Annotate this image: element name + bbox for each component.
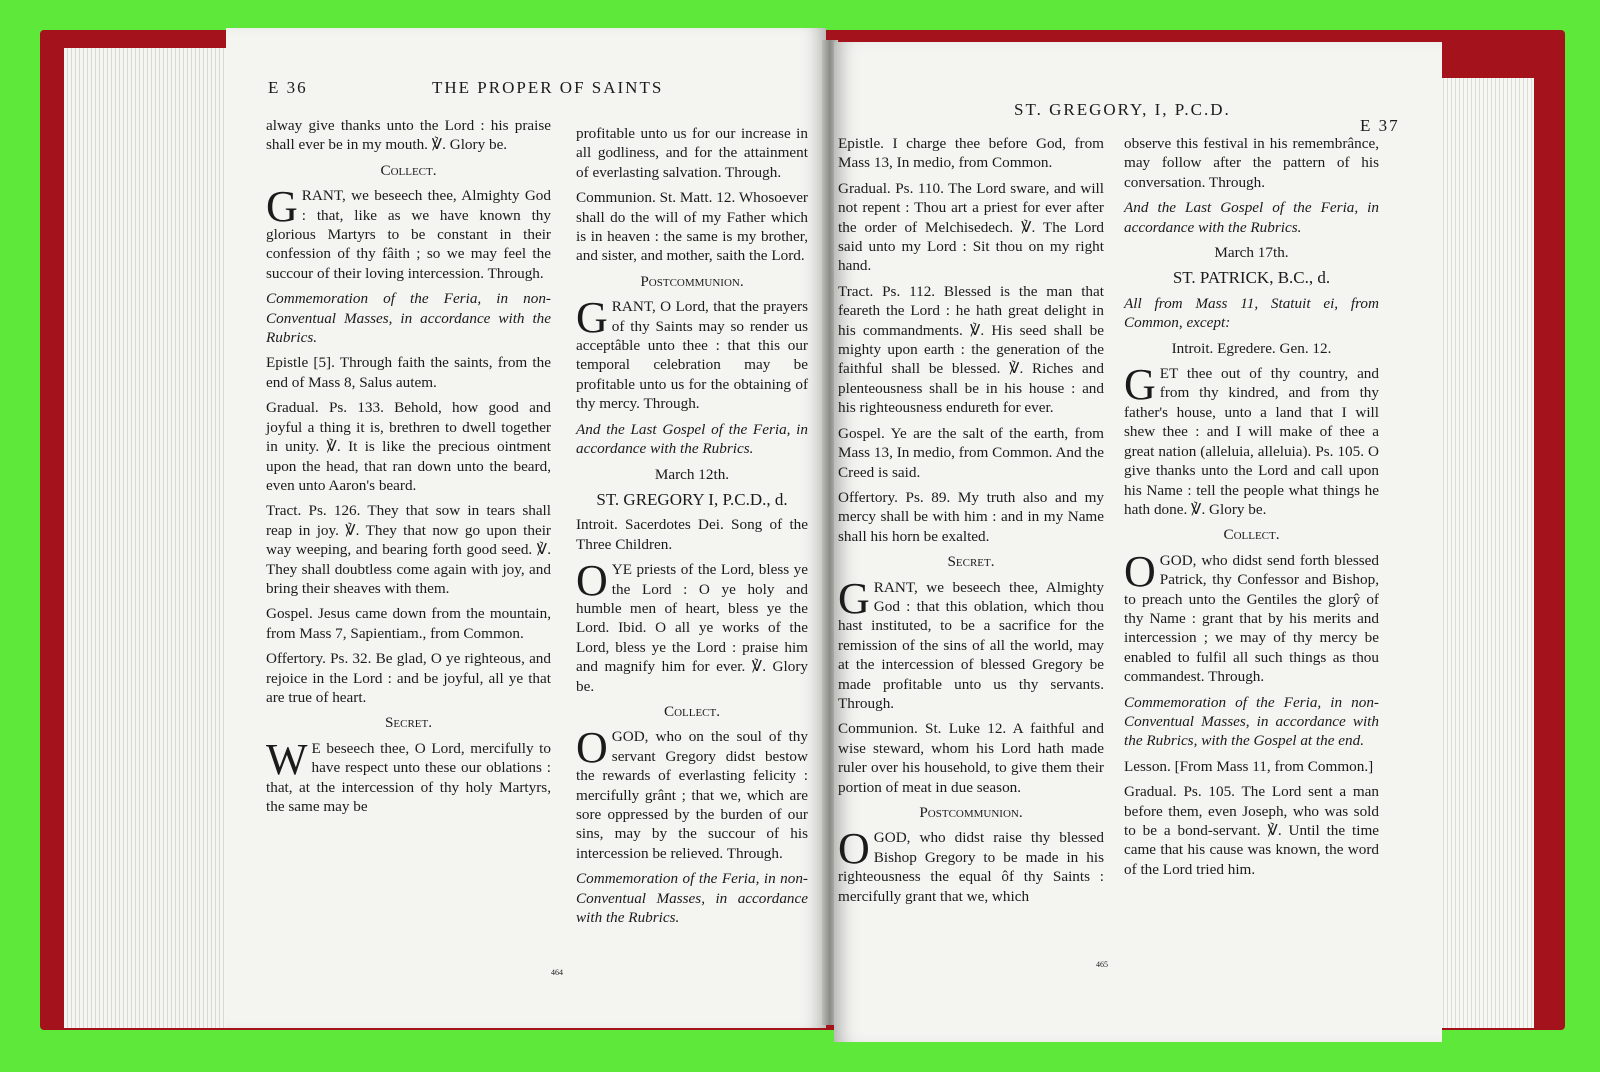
rubric: Commemoration of the Feria, in non-Conventual Masses, in accordance with the Rubrics, with the Gospel at the end. (1124, 693, 1379, 750)
right-page (834, 42, 1442, 1042)
paragraph: Introit. Egredere. Gen. 12. (1171, 339, 1332, 357)
right-page-ref: E 37 (1360, 116, 1400, 135)
rubric: Commemoration of the Feria, in non-Conventual Masses, in accordance with the Rubrics. (576, 870, 808, 927)
drop-cap: G (838, 573, 870, 623)
paragraph: Offertory. Ps. 89. My truth also and my mercy shall be with him : and in my Name shall his horn be exalted. (838, 488, 1104, 545)
section-heading: Postcommunion. (919, 804, 1023, 821)
drop-cap: O (576, 556, 608, 606)
drop-cap: G (576, 293, 608, 343)
feast-date: March 12th. (654, 465, 730, 483)
rubric: And the Last Gospel of the Feria, in accordance with the Rubrics. (576, 420, 808, 458)
paragraph: Tract. Ps. 112. Blessed is the man that feareth the Lord : he hath great delight in his commandments. ℣. His seed shall be mighty upon earth : the generation of the faithful shall be blessed. ℣. Riches and plenteousness shall be in his house : and his righteousness endureth for ever. (838, 282, 1104, 417)
left-page-ref: E 36 (268, 78, 308, 97)
right-column-1 (838, 134, 1104, 912)
paragraph: OYE priests of the Lord, bless ye the Lord : O ye holy and humble men of heart, bless ye the Lord. Ibid. O all ye works of the Lord, bless ye the Lord : praise him and magnify him for ever. ℣. Glory be. (576, 556, 808, 695)
paragraph: Tract. Ps. 126. They that sow in tears shall reap in joy. ℣. They that now go upon their way weeping, and bearing forth good seed. ℣. They shall doubtless come again with joy, and bring their sheaves with them. (266, 502, 551, 597)
paragraph: Offertory. Ps. 32. Be glad, O ye righteous, and rejoice in the Lord : and be joyful, all ye that are true of heart. (266, 650, 551, 706)
paragraph: Communion. St. Matt. 12. Whosoever shall do the will of my Father which is in heaven : the same is my brother, and sister, and mother, saith the Lord. (576, 189, 808, 265)
right-folio: 465 (1096, 960, 1108, 969)
saint-title: ST. GREGORY I, P.C.D., d. (596, 489, 788, 509)
paragraph: W E beseech thee, O Lord, mercifully to have respect unto these our oblations : that, at the intercession of thy holy Martyrs, the same may be (266, 734, 551, 815)
left-page (226, 28, 826, 1028)
rubric: Commemoration of the Feria, in non-Conventual Masses, in accordance with the Rubrics. (266, 290, 551, 347)
paragraph: observe this festival in his remembrânce, may follow after the pattern of his conversation. Through. (1124, 135, 1379, 191)
rubric: All from Mass 11, Statuit ei, from Common, except: (1124, 294, 1379, 332)
paragraph: Epistle [5]. Through faith the saints, from the end of Mass 8, Salus autem. (266, 354, 551, 391)
paragraph: GRANT, O Lord, that the prayers of thy Saints may so render us acceptâble unto thee : that this our temporal celebration may be profitable unto us for the obtaining of thy mercy. Through. (576, 293, 808, 413)
paragraph: alway give thanks unto the Lord : his praise shall ever be in my mouth. ℣. Glory be. (266, 117, 551, 154)
paragraph: GRANT, we beseech thee, Almighty God : that, like as we have known thy glorious Martyrs to be constant in their confession of thy fâith ; so we may feel the succour of their loving intercession. Through. (266, 182, 551, 282)
section-heading: Collect. (663, 702, 721, 720)
paragraph: Introit. Sacerdotes Dei. Song of the Three Children. (576, 516, 808, 553)
drop-cap: G (1124, 360, 1156, 410)
right-column-2 (1124, 134, 1379, 885)
left-folio: 464 (551, 968, 563, 977)
feast-date: March 17th. (1214, 244, 1289, 262)
drop-cap: G (266, 182, 298, 232)
section-heading: Collect. (1223, 526, 1280, 544)
paragraph: GRANT, we beseech thee, Almighty God : that this oblation, which thou hast instituted, to be a sacrifice for the remission of the sins of all the world, may at the intercession of blessed Gregory be made profitable unto us thy servants. Through. (838, 573, 1104, 712)
paragraph: Gradual. Ps. 110. The Lord sware, and will not repent : Thou art a priest for ever after the order of Melchisedech. ℣. The Lord said unto my Lord : Sit thou on my right hand. (838, 179, 1104, 275)
right-page-stack (1432, 78, 1534, 1028)
paragraph: Gradual. Ps. 105. The Lord sent a man before them, even Joseph, who was sold to be a bond-servant. ℣. Until the time came that his cause was known, the word of the Lord tried him. (1124, 783, 1379, 878)
section-heading: Collect. (380, 161, 437, 179)
right-page-title: ST. GREGORY, I, P.C.D. (1014, 100, 1231, 119)
drop-cap: O (838, 824, 870, 874)
drop-cap: W (266, 734, 308, 784)
left-column-2 (576, 124, 808, 933)
paragraph: OGOD, who didst send forth blessed Patrick, thy Confessor and Bishop, to preach unto the Gentiles the glorŷ of thy Name : grant that by his merits and intercession ; we may of thy mercy be enabled to fulfil all such things as thou commandest. Through. (1124, 546, 1379, 686)
paragraph: Gospel. Ye are the salt of the earth, from Mass 13, In medio, from Common. And the Creed is said. (838, 424, 1104, 481)
paragraph: Gospel. Jesus came down from the mountain, from Mass 7, Sapientiam., from Common. (266, 605, 551, 642)
section-heading: Secret. (384, 714, 433, 732)
paragraph: Communion. St. Luke 12. A faithful and wise steward, whom his Lord hath made ruler over his household, to give them their portion of meat in due season. (838, 720, 1104, 796)
paragraph: profitable unto us for our increase in all godliness, and for the attainment of everlasting salvation. Through. (576, 125, 808, 181)
left-page-title: THE PROPER OF SAINTS (432, 78, 664, 97)
paragraph: GET thee out of thy country, and from thy kindred, and from thy father's house, unto a land that I will shew thee : and I will make of thee a great nation (alleluia, alleluia). Ps. 105. O give thanks unto the Lord and call upon his Name : tell the people what things he hath done. ℣. Glory be. (1124, 360, 1379, 518)
paragraph: OGOD, who didst raise thy blessed Bishop Gregory to be made in his righteousness the equal ôf thy Saints : mercifully grant that we, which (838, 824, 1104, 905)
drop-cap: O (1124, 546, 1156, 596)
saint-title: ST. PATRICK, B.C., d. (1172, 268, 1331, 288)
left-column-1 (266, 116, 551, 822)
left-page-stack (64, 48, 240, 1028)
paragraph: Gradual. Ps. 133. Behold, how good and joyful a thing it is, brethren to dwell together in unity. ℣. It is like the precious ointment upon the head, that ran down unto the beard, even unto Aaron's beard. (266, 399, 551, 494)
section-heading: Postcommunion. (640, 272, 744, 290)
paragraph: OGOD, who on the soul of thy servant Gregory didst bestow the rewards of everlasting felicity : mercifully grânt ; that we, which are sore oppressed by the burden of our sins, may by the succour of his intercession be relieved. Through. (576, 723, 808, 862)
paragraph: Epistle. I charge thee before God, from Mass 13, In medio, from Common. (838, 135, 1104, 172)
rubric: And the Last Gospel of the Feria, in accordance with the Rubrics. (1124, 199, 1379, 236)
drop-cap: O (576, 723, 608, 773)
section-heading: Secret. (947, 553, 995, 571)
paragraph: Lesson. [From Mass 11, from Common.] (1124, 757, 1374, 775)
